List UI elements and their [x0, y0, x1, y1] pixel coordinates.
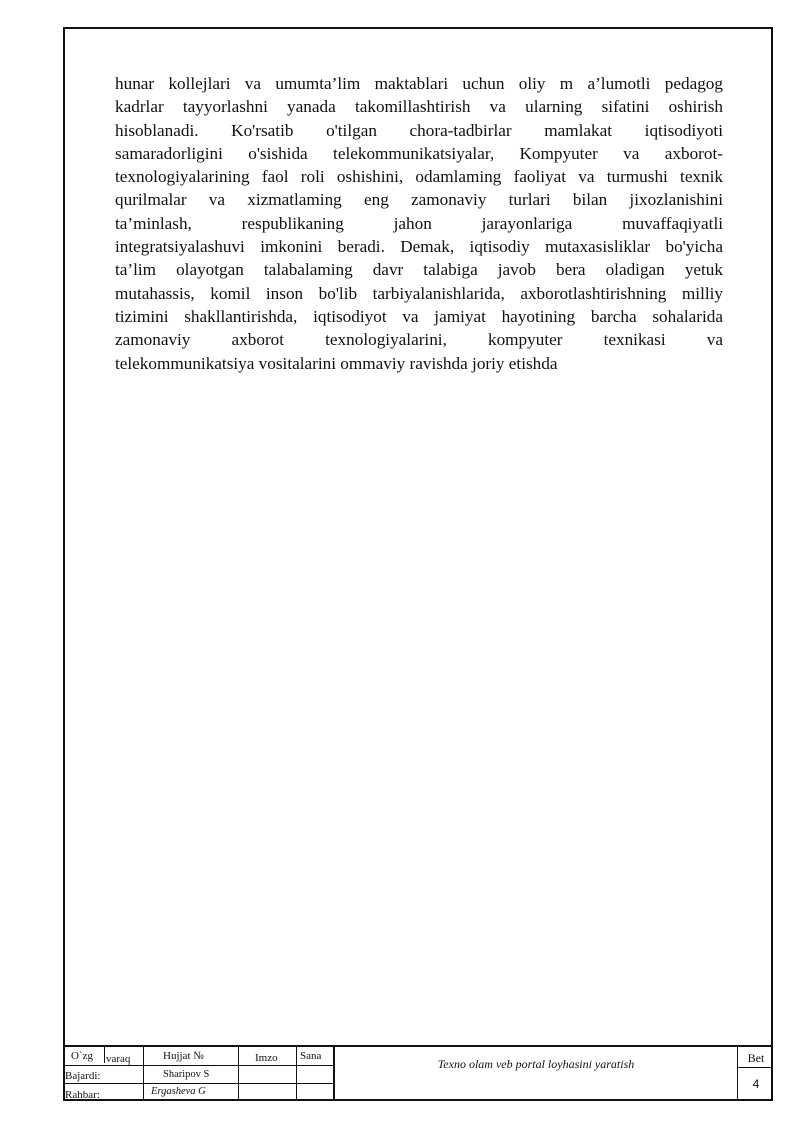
text-line: texnologiyalarining faol roli oshishini, odamlaming faoliyat va turmushi texnik	[115, 167, 723, 187]
text-line: hisoblanadi. Ko'rsatib o'tilgan chora-tadbirlar mamlakat iqtisodiyoti	[115, 120, 723, 140]
bet-label: Bet	[747, 1051, 765, 1065]
rahbar-label: Rahbar:	[65, 1089, 100, 1101]
page-number: 4	[752, 1077, 760, 1091]
text-line: kadrlar tayyorlashni yanada takomillashtirish va ularning sifatini oshirish	[115, 97, 723, 117]
grid-line	[737, 1067, 773, 1068]
text-line: samaradorligini o'sishida telekommunikatsiyalar, Kompyuter va axborot-	[115, 143, 723, 163]
header-ozg: O`zg	[71, 1050, 93, 1062]
grid-line	[333, 1047, 335, 1101]
header-varaq: varaq	[106, 1053, 131, 1065]
header-sana: Sana	[300, 1050, 322, 1062]
text-line: mutahassis, komil inson bo'lib tarbiyalanishlarida, axborotlashtirishning milliy	[115, 283, 723, 303]
text-line: hunar kollejlari va umumta’lim maktablari uchun oliy m a’lumotli pedagog	[115, 74, 723, 93]
text-line: qurilmalar va xizmatlaming eng zamonaviy turlari bilan jixozlanishini	[115, 190, 723, 210]
header-imzo: Imzo	[255, 1052, 278, 1064]
text-line: telekommunikatsiya vositalarini ommaviy ravishda joriy etishda	[115, 353, 558, 373]
bajardi-label: Bajardi:	[65, 1070, 101, 1082]
grid-line	[143, 1047, 144, 1101]
text-line: ta’minlash, respublikaning jahon jarayonlariga muvaffaqiyatli	[115, 213, 723, 233]
rahbar-name: Ergasheva G	[151, 1086, 206, 1097]
bajardi-name: Sharipov S	[163, 1069, 210, 1080]
grid-line	[104, 1047, 105, 1063]
grid-line	[63, 1065, 333, 1066]
grid-line	[238, 1047, 239, 1101]
title-block	[63, 1045, 773, 1101]
document-title: Texno olam veb portal loyhasini yaratish	[437, 1057, 635, 1071]
grid-line	[63, 1083, 333, 1084]
grid-line	[296, 1047, 297, 1101]
grid-line	[737, 1047, 738, 1101]
header-hujjat: Hujjat №	[163, 1050, 204, 1062]
text-line: ta’lim olayotgan talabalaming davr talabiga javob bera oladigan yetuk	[115, 260, 723, 280]
text-line: integratsiyalashuvi imkonini beradi. Demak, iqtisodiy mutaxasisliklar bo'yicha	[115, 237, 723, 257]
body-paragraph	[115, 72, 723, 375]
text-line: tizimini shakllantirishda, iqtisodiyot va jamiyat hayotining barcha sohalarida	[115, 306, 723, 326]
text-line: zamonaviy axborot texnologiyalarini, kompyuter texnikasi va	[115, 330, 723, 350]
